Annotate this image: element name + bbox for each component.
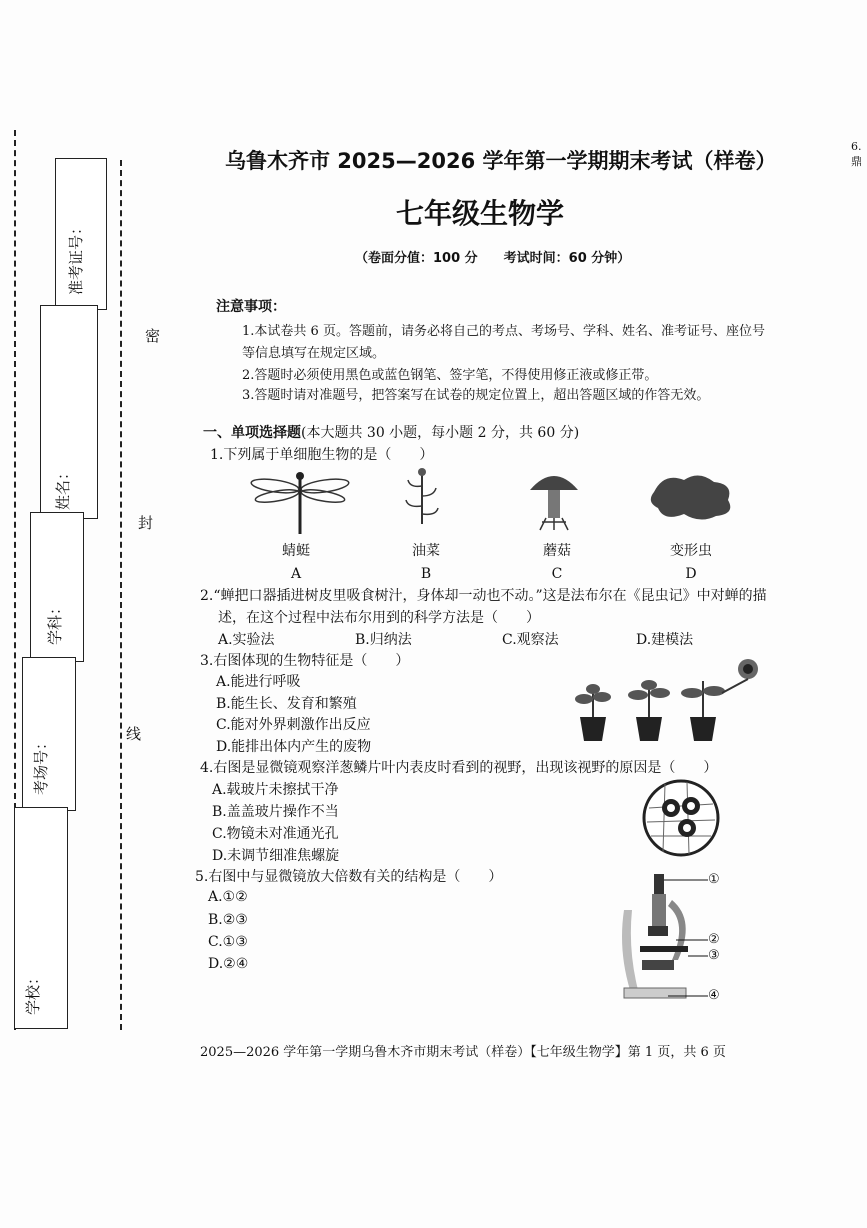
exam-meta: （卷面分值：100 分 考试时间：60 分钟） [355,251,631,266]
option-b[interactable]: B.归纳法 [355,632,412,648]
figure-caption: 油菜 [412,543,440,559]
page-footer: 2025—2026 学年第一学期乌鲁木齐市期末考试（样卷）【七年级生物学】第 1 页，共 6 页 [200,1045,726,1060]
option-b[interactable]: B.盖盖玻片操作不当 [212,804,339,820]
question-5-stem: 5.右图中与显微镜放大倍数有关的结构是（ ） [195,869,503,885]
option-c[interactable]: C.能对外界刺激作出反应 [216,717,371,733]
question-2-stem-continued: 述，在这个过程中法布尔用到的科学方法是（ ） [218,610,540,626]
question-2-stem: 2.“蝉把口器插进树皮里吸食树汁，身体却一动也不动。”这是法布尔在《昆虫记》中对蝉的描 [200,588,767,604]
rape-plant-image [402,466,442,528]
dragonfly-image [250,466,350,538]
corner-note: 6.鼎 [851,140,862,168]
option-d[interactable]: D.未调节细准焦螺旋 [212,848,340,864]
microscope-label-3: ③ [708,948,720,963]
notice-line: 1.本试卷共 6 页。答题前，请务必将自己的考点、考场号、学科、姓名、准考证号、座位号 [242,324,765,339]
question-3-stem: 3.右图体现的生物特征是（ ） [200,653,410,669]
notice-line: 2.答题时必须使用黑色或蓝色钢笔、签字笔，不得使用修正液或修正带。 [242,368,658,383]
name-label: 姓名： [54,464,72,510]
option-c[interactable]: C.物镜未对准通光孔 [212,826,339,842]
binding-strip [0,130,170,1050]
option-a[interactable]: A.能进行呼吸 [216,674,301,690]
notice-line: 3.答题时请对准题号，把答案写在试卷的规定位置上，超出答题区域的作答无效。 [242,388,710,403]
figure-caption: 蜻蜓 [282,543,310,559]
section-title: 一、单项选择题 [203,425,301,441]
question-4-stem: 4.右图是显微镜观察洋葱鳞片叶内表皮时看到的视野，出现该视野的原因是（ ） [200,760,718,776]
option-a[interactable]: A.实验法 [218,632,275,648]
room-label: 考场号： [32,734,50,795]
amoeba-image [644,468,736,526]
microscope-image [618,870,718,1000]
option-d[interactable]: D.②④ [208,956,249,972]
figure-letter: D [685,566,697,582]
option-a[interactable]: A.载玻片未擦拭干净 [212,782,339,798]
option-c[interactable]: C.观察法 [502,632,559,648]
notice-line: 等信息填写在规定区域。 [242,346,386,361]
notice-heading: 注意事项： [216,299,286,315]
option-d[interactable]: D.建模法 [636,632,694,648]
section-heading [203,422,579,442]
figure-letter: B [420,566,432,582]
figure-letter: C [551,566,563,582]
figure-letter: A [290,566,302,582]
microscope-view-image [641,778,721,858]
exam-id-label: 准考证号： [67,219,85,295]
option-d[interactable]: D.能排出体内产生的废物 [216,739,372,755]
section-note: (本大题共 30 小题，每小题 2 分，共 60 分) [301,425,580,441]
subject-title: 七年级生物学 [396,197,565,230]
seal-char-mi: 密 [145,327,161,345]
school-label: 学校： [24,969,42,1015]
option-a[interactable]: A.①② [208,889,248,905]
figure-caption: 变形虫 [670,543,712,559]
inner-dashed-line [120,160,122,1030]
microscope-label-2: ② [708,932,720,947]
option-b[interactable]: B.能生长、发育和繁殖 [216,696,357,712]
mushroom-image [526,466,582,532]
figure-caption: 蘑菇 [543,543,571,559]
seal-char-feng: 封 [138,514,154,532]
option-b[interactable]: B.②③ [208,912,248,928]
seal-char-xian: 线 [126,725,142,743]
microscope-label-1: ① [708,872,720,887]
question-1-stem: 1.下列属于单细胞生物的是（ ） [210,447,434,463]
subject-label: 学科： [46,599,64,645]
exam-title: 乌鲁木齐市 2025—2026 学年第一学期期末考试（样卷） [225,149,777,173]
option-c[interactable]: C.①③ [208,934,248,950]
microscope-label-4: ④ [708,988,720,1003]
plant-growth-image [572,655,772,745]
